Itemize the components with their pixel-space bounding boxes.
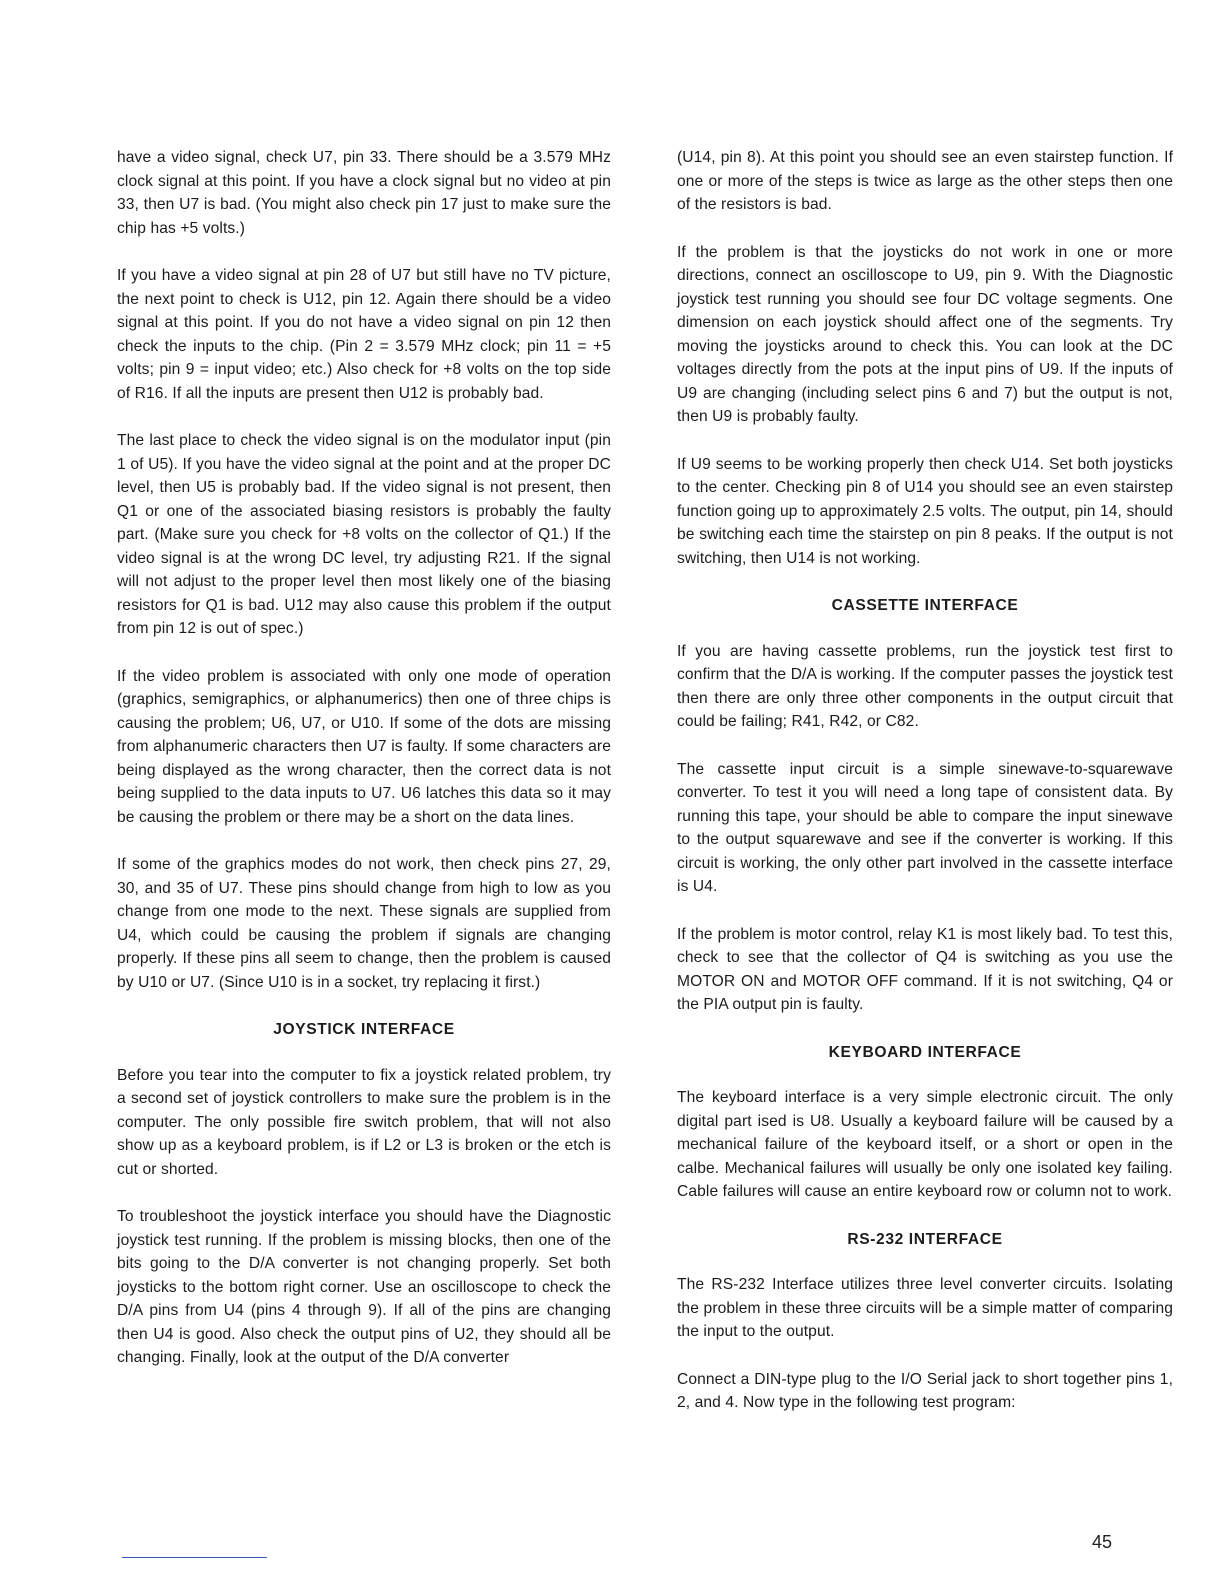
paragraph: If the video problem is associated with only one mode of operation (graphics, semigraphics, or alphanumerics) then one of three chips is causing the problem; U6, U7, or U10. If some of the dots are missing from alphanumeric characters then U7 is faulty. If some characters are being displayed as the wrong character, then the correct data is not being supplied to the data inputs to U7. U6 latches this data so it may be causing the problem or there may be a short on the data lines.	[117, 667, 611, 826]
section-heading-joystick: JOYSTICK INTERFACE	[273, 1021, 455, 1038]
footer-rule	[122, 1557, 267, 1558]
paragraph: have a video signal, check U7, pin 33. There should be a 3.579 MHz clock signal at this point. If you have a clock signal but no video at pin 33, then U7 is bad. (You might also check pin 17 just to make sure the chip has +5 volts.)	[117, 149, 611, 237]
paragraph: The last place to check the video signal is on the modulator input (pin 1 of U5). If you have the video signal at the point and at the proper DC level, then U5 is probably bad. If the video signal is not present, then Q1 or one of the associated biasing resistors is probably the faulty part. (Make sure you check for +8 volts on the collector of Q1.) If the video signal is at the wrong DC level, try adjusting R21. If the signal will not adjust to the proper level then most likely one of the biasing resistors for Q1 is bad. U12 may also cause this problem if the output from pin 12 is out of spec.)	[117, 432, 611, 637]
paragraph: If U9 seems to be working properly then check U14. Set both joysticks to the center. Checking pin 8 of U14 you should see an even stairstep function going up to approximately 2.5 volts. The output, pin 14, should be switching each time the stairstep on pin 8 peaks. If the output is not switching, then U14 is not working.	[677, 455, 1173, 567]
left-column	[117, 146, 611, 1394]
paragraph: Before you tear into the computer to fix a joystick related problem, try a second set of joystick controllers to make sure the problem is in the computer. The only possible fire switch problem, that will not also show up as a keyboard problem, is if L2 or L3 is broken or the etch is cut or shorted.	[117, 1066, 611, 1178]
right-column	[677, 146, 1173, 1439]
section-heading-rs232: RS-232 INTERFACE	[847, 1230, 1003, 1248]
paragraph: If the problem is that the joysticks do not work in one or more directions, connect an oscilloscope to U9, pin 9. With the Diagnostic joystick test running you should see four DC voltage segments. One dimension on each joystick should affect one of the segments. Try moving the joysticks around to check this. You can look at the DC voltages directly from the pots at the input pins of U9. If the inputs of U9 are changing (including select pins 6 and 7) but the output is not, then U9 is probably faulty.	[677, 243, 1173, 425]
paragraph: If some of the graphics modes do not work, then check pins 27, 29, 30, and 35 of U7. These pins should change from high to low as you change from one mode to the next. These signals are supplied from U4, which could be causing the problem if signals are changing properly. If these pins all seem to change, then the problem is caused by U10 or U7. (Since U10 is in a socket, try replacing it first.)	[117, 856, 611, 991]
page-number: 45	[1092, 1532, 1113, 1552]
paragraph: To troubleshoot the joystick interface you should have the Diagnostic joystick test running. If the problem is missing blocks, then one of the bits going to the D/A converter is not changing properly. Set both joysticks to the bottom right corner. Use an oscilloscope to check the D/A pins from U4 (pins 4 through 9). If all of the pins are changing then U4 is good. Also check the output pins of U2, they should all be changing. Finally, look at the output of the D/A converter	[117, 1208, 611, 1366]
paragraph: The keyboard interface is a very simple electronic circuit. The only digital part ised is U8. Usually a keyboard failure will be caused by a mechanical failure of the keyboard itself, or a short or open in the calbe. Mechanical failures will usually be only one isolated key failing. Cable failures will cause an entire keyboard row or column not to work.	[677, 1089, 1173, 1200]
paragraph: The RS-232 Interface utilizes three level converter circuits. Isolating the problem in these three circuits will be a simple matter of comparing the input to the output.	[677, 1276, 1173, 1340]
paragraph: (U14, pin 8). At this point you should see an even stairstep function. If one or more of the steps is twice as large as the other steps then one of the resistors is bad.	[677, 149, 1173, 213]
section-heading-cassette: CASSETTE INTERFACE	[831, 597, 1019, 614]
paragraph: If the problem is motor control, relay K1 is most likely bad. To test this, check to see that the collector of Q4 is switching as you use the MOTOR ON and MOTOR OFF command. If it is not switching, Q4 or the PIA output pin is faulty.	[677, 925, 1173, 1013]
paragraph: The cassette input circuit is a simple sinewave-to-squarewave converter. To test it you will need a long tape of consistent data. By running this tape, your should be able to compare the input sinewave to the output squarewave and see if the converter is working. If this circuit is working, the only other part involved in the cassette interface is U4.	[677, 760, 1173, 895]
paragraph: If you are having cassette problems, run the joystick test first to confirm that the D/A is working. If the computer passes the joystick test then there are only three other components in the output circuit that could be failing; R41, R42, or C82.	[677, 642, 1173, 730]
section-heading-keyboard: KEYBOARD INTERFACE	[828, 1043, 1022, 1061]
paragraph: Connect a DIN-type plug to the I/O Serial jack to short together pins 1, 2, and 4. Now type in the following test program:	[677, 1370, 1173, 1411]
paragraph: If you have a video signal at pin 28 of U7 but still have no TV picture, the next point to check is U12, pin 12. Again there should be a video signal at this point. If you do not have a video signal on pin 12 then check the inputs to the chip. (Pin 2 = 3.579 MHz clock; pin 11 = +5 volts; pin 9 = input video; etc.) Also check for +8 volts on the top side of R16. If all the inputs are present then U12 is probably bad.	[117, 267, 611, 402]
